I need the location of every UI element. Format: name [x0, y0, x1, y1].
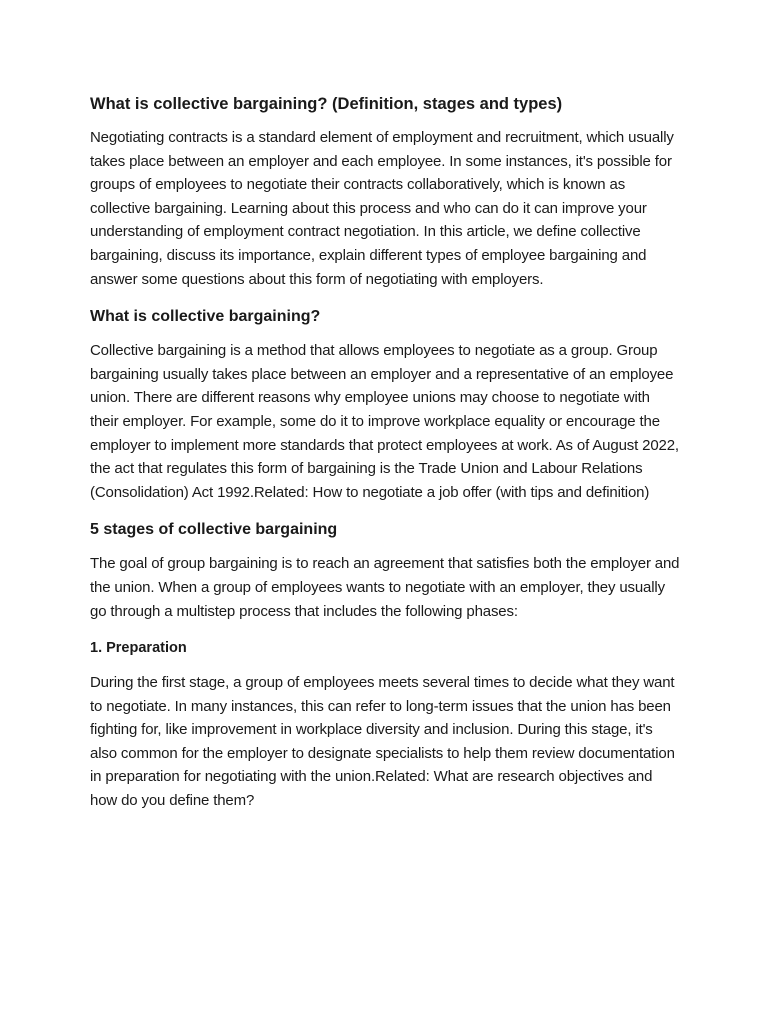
preparation-paragraph: During the first stage, a group of employees meets several times to decide what they want to negotiate. In many instances, this can refer to long-term issues that the union has been fighting for, like improvement in workplace diversity and inclusion. During this stage, it's also common for the employer to designate specialists to help them review documentation in preparation for negotiating with the union.Related: What are research objectives and how do you define them?	[90, 674, 675, 810]
stage-heading-preparation: 1. Preparation	[90, 640, 187, 657]
section-heading-definition: What is collective bargaining?	[90, 308, 321, 326]
document-page	[90, 92, 680, 827]
section-heading-stages: 5 stages of collective bargaining	[90, 521, 338, 539]
stages-intro-paragraph: The goal of group bargaining is to reach an agreement that satisfies both the employer and the union. When a group of employees wants to negotiate with an employer, they usually go through a multistep process that includes the following phases:	[90, 555, 680, 620]
document-title: What is collective bargaining? (Definition, stages and types)	[90, 95, 563, 113]
definition-paragraph: Collective bargaining is a method that allows employees to negotiate as a group. Group bargaining usually takes place between an employer and a representative of an employee union. There are different reasons why employee unions may choose to negotiate with their employer. For example, some do it to improve workplace equality or encourage the employer to implement more standards that protect employees at work. As of August 2022, the act that regulates this form of bargaining is the Trade Union and Labour Relations (Consolidation) Act 1992.Related: How to negotiate a job offer (with tips and definition)	[90, 342, 679, 501]
intro-paragraph: Negotiating contracts is a standard element of employment and recruitment, which usually takes place between an employer and each employee. In some instances, it's possible for groups of employees to negotiate their contracts collaboratively, which is known as collective bargaining. Learning about this process and who can do it can improve your understanding of employment contract negotiation. In this article, we define collective bargaining, discuss its importance, explain different types of employee bargaining and answer some questions about this form of negotiating with employers.	[90, 129, 674, 288]
